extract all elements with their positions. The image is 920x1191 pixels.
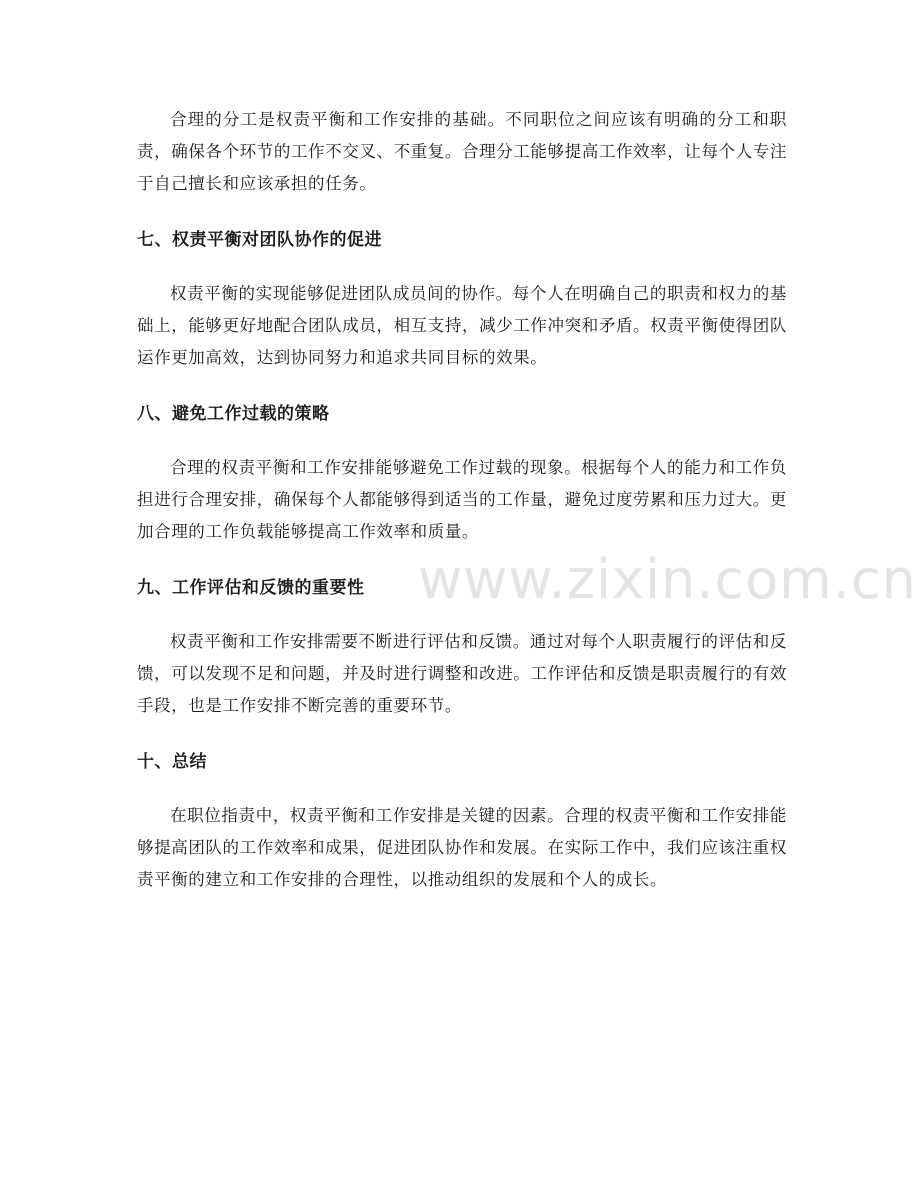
document-body <box>137 104 787 896</box>
section-heading-10: 十、总结 <box>137 752 207 772</box>
paragraph-summary: 在职位指责中，权责平衡和工作安排是关键的因素。合理的权责平衡和工作安排能够提高团队的工作效率和成果，促进团队协作和发展。在实际工作中，我们应该注重权责平衡的建立和工作安排的合理性，以推动组织的发展和个人的成长。 <box>137 806 787 889</box>
paragraph-team-collaboration: 权责平衡的实现能够促进团队成员间的协作。每个人在明确自己的职责和权力的基础上，能够更好地配合团队成员，相互支持，减少工作冲突和矛盾。权责平衡使得团队运作更加高效，达到协同努力和追求共同目标的效果。 <box>137 284 787 367</box>
paragraph-evaluation-feedback: 权责平衡和工作安排需要不断进行评估和反馈。通过对每个人职责履行的评估和反馈，可以发现不足和问题，并及时进行调整和改进。工作评估和反馈是职责履行的有效手段，也是工作安排不断完善的重要环节。 <box>137 632 787 715</box>
paragraph-avoid-overload: 合理的权责平衡和工作安排能够避免工作过载的现象。根据每个人的能力和工作负担进行合理安排，确保每个人都能够得到适当的工作量，避免过度劳累和压力过大。更加合理的工作负载能够提高工作效率和质量。 <box>137 458 787 541</box>
paragraph-division-of-labor: 合理的分工是权责平衡和工作安排的基础。不同职位之间应该有明确的分工和职责，确保各个环节的工作不交叉、不重复。合理分工能够提高工作效率，让每个人专注于自己擅长和应该承担的任务。 <box>137 110 787 193</box>
watermark: www.zixin.com.cn <box>418 548 917 611</box>
section-heading-8: 八、避免工作过载的策略 <box>137 404 330 424</box>
section-heading-7: 七、权责平衡对团队协作的促进 <box>137 230 382 250</box>
section-heading-9: 九、工作评估和反馈的重要性 <box>137 578 365 598</box>
